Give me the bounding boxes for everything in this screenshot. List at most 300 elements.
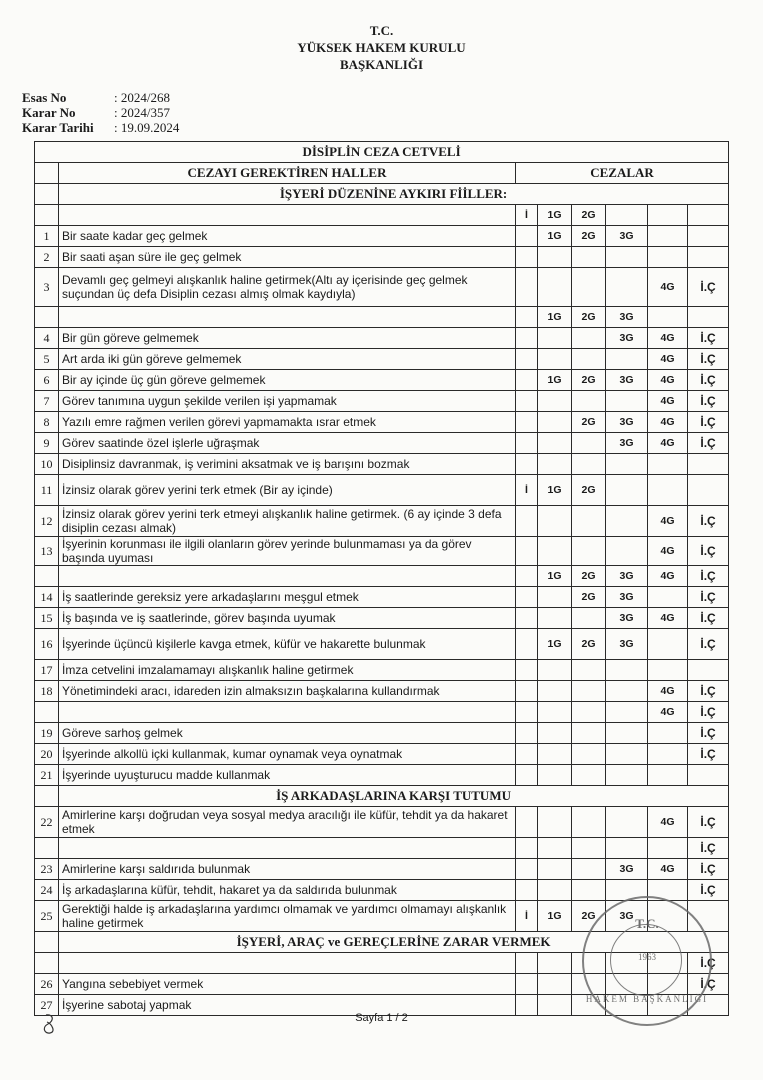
penalty-cell (538, 268, 572, 307)
penalty-cell (606, 247, 648, 268)
meta-key: Esas No (22, 90, 67, 105)
penalty-cell (516, 723, 538, 744)
row-number (35, 566, 59, 587)
penalty-cell (516, 537, 538, 566)
penalty-cell: İ.Ç (688, 629, 729, 660)
table-row (35, 629, 729, 660)
penalty-cell (572, 268, 606, 307)
penalty-cell: İ (516, 901, 538, 932)
penalty-cell (516, 608, 538, 629)
row-number: 23 (35, 859, 59, 880)
penalty-cell (516, 566, 538, 587)
row-number: 6 (35, 370, 59, 391)
penalty-cell: 2G (572, 566, 606, 587)
row-number: 18 (35, 681, 59, 702)
offence-description: İş arkadaşlarına küfür, tehdit, hakaret ya da saldırıda bulunmak (59, 880, 516, 901)
penalty-cell (538, 608, 572, 629)
penalty-cell (538, 859, 572, 880)
offence-description: İşyerine sabotaj yapmak (59, 995, 516, 1016)
penalty-cell: 3G (606, 433, 648, 454)
table-row (35, 681, 729, 702)
penalty-cell: 3G (606, 587, 648, 608)
row-number: 19 (35, 723, 59, 744)
penalty-cell (516, 328, 538, 349)
penalty-cell (516, 307, 538, 328)
section-spacer (35, 786, 59, 807)
penalty-cell: 1G (538, 629, 572, 660)
offence-description: Amirlerine karşı doğrudan veya sosyal medya aracılığı ile küfür, tehdit ya da hakaret etmek (59, 807, 516, 838)
offence-description (59, 702, 516, 723)
penalty-cell: 2G (572, 226, 606, 247)
table-title: DİSİPLİN CEZA CETVELİ (35, 142, 729, 163)
penalty-cell: 3G (606, 370, 648, 391)
table-row (35, 454, 729, 475)
offence-description: İş saatlerinde gereksiz yere arkadaşlarını meşgul etmek (59, 587, 516, 608)
penalty-cell (648, 765, 688, 786)
penalty-cell (572, 454, 606, 475)
offence-description: İşyerinin korunması ile ilgili olanların görev yerinde bulunmaması ya da görev başında uyuması (59, 537, 516, 566)
penalty-cell (688, 660, 729, 681)
header-office: BAŞKANLIĞI (339, 57, 424, 72)
offence-description: Bir saati aşan süre ile geç gelmek (59, 247, 516, 268)
table-row (35, 328, 729, 349)
column-header-offences: CEZAYI GEREKTİREN HALLER (59, 163, 516, 184)
penalty-cell: 4G (648, 702, 688, 723)
penalty-cell: İ.Ç (688, 838, 729, 859)
penalty-cell (538, 506, 572, 537)
penalty-cell (606, 506, 648, 537)
penalty-cell: 4G (648, 370, 688, 391)
penalty-cell: İ.Ç (688, 723, 729, 744)
offence-description: İzinsiz olarak görev yerini terk etmeyi alışkanlık haline getirmek. (6 ay içinde 3 defa disiplin cezası almak) (59, 506, 516, 537)
penalty-cell (538, 974, 572, 995)
offence-description: İşyerinde alkollü içki kullanmak, kumar oynamak veya oynatmak (59, 744, 516, 765)
offence-description: İşyerinde uyuşturucu madde kullanmak (59, 765, 516, 786)
offence-description: Görev tanımına uygun şekilde verilen işi yapmamak (59, 391, 516, 412)
penalty-cell (572, 537, 606, 566)
penalty-cell: İ.Ç (688, 807, 729, 838)
penalty-cell (516, 974, 538, 995)
penalty-cell (516, 880, 538, 901)
penalty-cell (516, 412, 538, 433)
offence-description: İşyerinde üçüncü kişilerle kavga etmek, küfür ve hakarette bulunmak (59, 629, 516, 660)
penalty-cell (538, 391, 572, 412)
penalty-cell: 4G (648, 268, 688, 307)
penalty-cell (572, 880, 606, 901)
document-header (0, 22, 763, 73)
penalty-cell: 2G (572, 629, 606, 660)
stamp-year: 1963 (638, 952, 656, 962)
penalty-cell (516, 349, 538, 370)
header-tc: T.C. (369, 23, 394, 38)
penalty-cell: İ.Ç (688, 880, 729, 901)
penalty-cell (648, 723, 688, 744)
penalty-cell (572, 608, 606, 629)
penalty-cell: 4G (648, 391, 688, 412)
stamp-ring-text: HAKEM BAŞKANLIĞI (585, 994, 709, 1004)
penalty-cell: 4G (648, 608, 688, 629)
penalty-cell: İ (516, 205, 538, 226)
row-number: 3 (35, 268, 59, 307)
meta-value: : 2024/357 (114, 105, 170, 120)
offence-description: Göreve sarhoş gelmek (59, 723, 516, 744)
penalty-cell: 3G (606, 566, 648, 587)
penalty-cell (538, 880, 572, 901)
penalty-cell: 2G (572, 205, 606, 226)
penalty-cell (516, 660, 538, 681)
row-number: 1 (35, 226, 59, 247)
penalty-cell (648, 247, 688, 268)
table-row (35, 391, 729, 412)
penalty-cell (538, 433, 572, 454)
penalty-cell: İ.Ç (688, 953, 729, 974)
offence-description (59, 307, 516, 328)
penalty-cell: 1G (538, 307, 572, 328)
penalty-cell (538, 744, 572, 765)
penalty-cell (606, 454, 648, 475)
row-number: 26 (35, 974, 59, 995)
row-number (35, 702, 59, 723)
penalty-cell (688, 205, 729, 226)
table-row (35, 370, 729, 391)
offence-description: Bir gün göreve gelmemek (59, 328, 516, 349)
penalty-cell: 2G (572, 370, 606, 391)
penalty-cell (572, 660, 606, 681)
penalty-cell: 2G (572, 587, 606, 608)
penalty-cell (648, 454, 688, 475)
penalty-cell (572, 681, 606, 702)
penalty-cell: 4G (648, 807, 688, 838)
row-number: 12 (35, 506, 59, 537)
penalty-cell: İ.Ç (688, 370, 729, 391)
penalty-cell (538, 702, 572, 723)
penalty-cell: İ (516, 475, 538, 506)
table-row (35, 433, 729, 454)
meta-value: : 19.09.2024 (114, 120, 180, 135)
row-number: 14 (35, 587, 59, 608)
penalty-cell: 4G (648, 681, 688, 702)
offence-description: Yangına sebebiyet vermek (59, 974, 516, 995)
penalty-cell: İ.Ç (688, 391, 729, 412)
penalty-cell (516, 744, 538, 765)
penalty-cell (572, 859, 606, 880)
offence-description (59, 953, 516, 974)
penalty-cell (688, 307, 729, 328)
table-row (35, 765, 729, 786)
header-institution: YÜKSEK HAKEM KURULU (297, 40, 466, 55)
penalty-cell (538, 412, 572, 433)
penalty-cell: 3G (606, 608, 648, 629)
case-meta (22, 90, 179, 135)
row-number (35, 838, 59, 859)
penalty-cell: İ.Ç (688, 268, 729, 307)
penalty-cell (538, 723, 572, 744)
penalty-cell (688, 475, 729, 506)
penalty-cell (538, 953, 572, 974)
penalty-cell: 2G (572, 901, 606, 932)
penalty-cell (538, 838, 572, 859)
table-row (35, 723, 729, 744)
penalty-cell (572, 506, 606, 537)
table-row (35, 807, 729, 838)
offence-description (59, 838, 516, 859)
penalty-cell (572, 765, 606, 786)
penalty-cell (648, 629, 688, 660)
row-number (35, 205, 59, 226)
row-number (35, 307, 59, 328)
penalty-cell (516, 433, 538, 454)
penalty-cell (538, 681, 572, 702)
penalty-cell: İ.Ç (688, 349, 729, 370)
penalty-cell: 3G (606, 412, 648, 433)
penalty-cell (516, 629, 538, 660)
penalty-cell: 4G (648, 349, 688, 370)
penalty-cell (516, 506, 538, 537)
penalty-cell: 4G (648, 859, 688, 880)
section-spacer (35, 184, 59, 205)
offence-description: İmza cetvelini imzalamamayı alışkanlık haline getirmek (59, 660, 516, 681)
penalty-cell (606, 391, 648, 412)
penalty-cell: 3G (606, 629, 648, 660)
meta-key: Karar No (22, 105, 76, 120)
page-number: Sayfa 1 / 2 (355, 1012, 408, 1024)
table-row (35, 880, 729, 901)
penalty-cell: 1G (538, 205, 572, 226)
penalty-cell: 4G (648, 412, 688, 433)
offence-description: Görev saatinde özel işlerle uğraşmak (59, 433, 516, 454)
row-number: 8 (35, 412, 59, 433)
penalty-cell: 1G (538, 226, 572, 247)
row-number: 11 (35, 475, 59, 506)
penalty-cell (606, 349, 648, 370)
penalty-cell: 4G (648, 433, 688, 454)
row-number: 13 (35, 537, 59, 566)
penalty-cell (516, 226, 538, 247)
meta-key: Karar Tarihi (22, 120, 94, 135)
penalty-cell (572, 723, 606, 744)
penalty-cell: İ.Ç (688, 681, 729, 702)
table-row (35, 702, 729, 723)
penalty-cell: 4G (648, 537, 688, 566)
penalty-cell (572, 247, 606, 268)
row-number: 9 (35, 433, 59, 454)
offence-description: İş başında ve iş saatlerinde, görev başında uyumak (59, 608, 516, 629)
penalty-cell (516, 370, 538, 391)
row-number: 2 (35, 247, 59, 268)
penalty-cell: İ.Ç (688, 433, 729, 454)
penalty-cell: 3G (606, 226, 648, 247)
penalty-cell (516, 391, 538, 412)
penalty-cell (516, 454, 538, 475)
offence-description: Bir saate kadar geç gelmek (59, 226, 516, 247)
penalty-cell (648, 475, 688, 506)
table-row (35, 307, 729, 328)
offence-description: Amirlerine karşı saldırıda bulunmak (59, 859, 516, 880)
row-number: 24 (35, 880, 59, 901)
penalty-cell (688, 247, 729, 268)
table-row (35, 744, 729, 765)
penalty-cell (572, 328, 606, 349)
offence-description: Art arda iki gün göreve gelmemek (59, 349, 516, 370)
penalty-cell (516, 268, 538, 307)
penalty-cell (688, 765, 729, 786)
row-number (35, 953, 59, 974)
penalty-cell (572, 744, 606, 765)
table-row (35, 566, 729, 587)
penalty-cell (538, 537, 572, 566)
penalty-cell (516, 702, 538, 723)
penalty-cell (538, 660, 572, 681)
penalty-cell (606, 268, 648, 307)
penalty-cell: 1G (538, 370, 572, 391)
table-row (35, 205, 729, 226)
penalty-cell: 1G (538, 901, 572, 932)
table-row (35, 660, 729, 681)
section-heading: İŞYERİ DÜZENİNE AYKIRI FİİLLER: (59, 184, 729, 205)
section-spacer (35, 932, 59, 953)
stamp-text: T.C. (635, 916, 659, 931)
penalty-cell (648, 838, 688, 859)
penalty-cell (538, 454, 572, 475)
penalty-cell (648, 205, 688, 226)
penalty-table (34, 141, 729, 1016)
penalty-cell (572, 702, 606, 723)
offence-description: Yönetimindeki aracı, idareden izin almaksızın başkalarına kullandırmak (59, 681, 516, 702)
offence-description: Bir ay içinde üç gün göreve gelmemek (59, 370, 516, 391)
table-row (35, 608, 729, 629)
penalty-cell (606, 723, 648, 744)
section-row (35, 786, 729, 807)
table-row (35, 537, 729, 566)
meta-value: : 2024/268 (114, 90, 170, 105)
penalty-cell (648, 307, 688, 328)
row-number: 17 (35, 660, 59, 681)
offence-description: Yazılı emre rağmen verilen görevi yapmamakta ısrar etmek (59, 412, 516, 433)
penalty-cell (516, 765, 538, 786)
meta-row (22, 120, 179, 135)
penalty-cell (606, 205, 648, 226)
penalty-cell: 2G (572, 307, 606, 328)
penalty-cell (538, 807, 572, 838)
penalty-cell: 4G (648, 566, 688, 587)
penalty-cell (606, 838, 648, 859)
row-number: 27 (35, 995, 59, 1016)
offence-description: Disiplinsiz davranmak, iş verimini aksatmak ve iş barışını bozmak (59, 454, 516, 475)
table-row (35, 506, 729, 537)
penalty-cell: İ.Ç (688, 587, 729, 608)
penalty-cell (538, 328, 572, 349)
penalty-cell: İ.Ç (688, 974, 729, 995)
penalty-cell: İ.Ç (688, 744, 729, 765)
row-number: 21 (35, 765, 59, 786)
penalty-cell (516, 807, 538, 838)
penalty-cell: İ.Ç (688, 859, 729, 880)
table-row (35, 226, 729, 247)
meta-row (22, 105, 179, 120)
penalty-cell (606, 681, 648, 702)
penalty-cell: 1G (538, 566, 572, 587)
table-row (35, 349, 729, 370)
penalty-cell: İ.Ç (688, 537, 729, 566)
row-number: 20 (35, 744, 59, 765)
penalty-cell (516, 587, 538, 608)
penalty-cell (572, 838, 606, 859)
penalty-cell: 1G (538, 475, 572, 506)
table-row (35, 268, 729, 307)
penalty-cell: 2G (572, 475, 606, 506)
penalty-cell: İ.Ç (688, 566, 729, 587)
row-number: 4 (35, 328, 59, 349)
table-row (35, 838, 729, 859)
penalty-cell (648, 226, 688, 247)
penalty-cell (538, 587, 572, 608)
penalty-cell: 3G (606, 328, 648, 349)
penalty-cell: İ.Ç (688, 608, 729, 629)
penalty-cell (516, 838, 538, 859)
row-number: 7 (35, 391, 59, 412)
row-number: 25 (35, 901, 59, 932)
section-heading: İŞYERİ, ARAÇ ve GEREÇLERİNE ZARAR VERMEK (59, 932, 729, 953)
penalty-cell (516, 247, 538, 268)
penalty-cell (572, 391, 606, 412)
penalty-cell (516, 681, 538, 702)
penalty-cell (606, 702, 648, 723)
penalty-cell (516, 859, 538, 880)
offence-description: Gerektiği halde iş arkadaşlarına yardımcı olmamak ve yardımcı olmamayı alışkanlık haline getirmek (59, 901, 516, 932)
meta-row (22, 90, 179, 105)
offence-description (59, 205, 516, 226)
official-stamp (582, 896, 712, 1026)
penalty-cell (606, 807, 648, 838)
penalty-cell (688, 226, 729, 247)
penalty-cell (606, 537, 648, 566)
penalty-cell: 4G (648, 328, 688, 349)
penalty-cell (516, 953, 538, 974)
penalty-cell (572, 349, 606, 370)
penalty-cell: 2G (572, 412, 606, 433)
table-row (35, 587, 729, 608)
penalty-cell (606, 765, 648, 786)
table-row (35, 247, 729, 268)
header-spacer (35, 163, 59, 184)
penalty-cell (648, 744, 688, 765)
table-row (35, 412, 729, 433)
row-number: 22 (35, 807, 59, 838)
row-number: 10 (35, 454, 59, 475)
penalty-cell (538, 765, 572, 786)
section-heading: İŞ ARKADAŞLARINA KARŞI TUTUMU (59, 786, 729, 807)
penalty-cell: 3G (606, 859, 648, 880)
penalty-cell (606, 475, 648, 506)
row-number: 16 (35, 629, 59, 660)
penalty-cell (538, 349, 572, 370)
penalty-cell: 4G (648, 506, 688, 537)
penalty-cell: İ.Ç (688, 328, 729, 349)
row-number: 15 (35, 608, 59, 629)
offence-description (59, 566, 516, 587)
penalty-cell: 3G (606, 307, 648, 328)
table-row (35, 859, 729, 880)
table-row (35, 475, 729, 506)
penalty-cell (606, 744, 648, 765)
column-header-penalties: CEZALAR (516, 163, 729, 184)
penalty-cell (648, 587, 688, 608)
penalty-cell (648, 660, 688, 681)
penalty-cell: 3G (606, 901, 648, 932)
penalty-cell (572, 433, 606, 454)
penalty-cell: İ.Ç (688, 702, 729, 723)
penalty-cell (572, 807, 606, 838)
